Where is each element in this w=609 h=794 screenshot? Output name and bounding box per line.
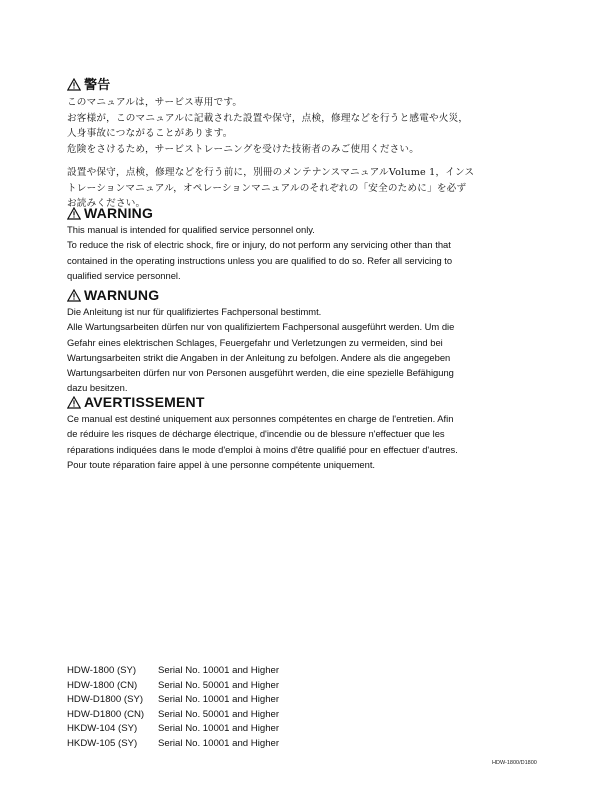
section-warning-en (67, 205, 537, 283)
paragraph-line: Alle Wartungsarbeiten dürfen nur von qualifiziertem Fachpersonal ausgeführt werden. Um die (67, 321, 455, 333)
model-serial-table (67, 664, 279, 752)
table-row (67, 722, 279, 737)
heading-text: 警告 (84, 77, 111, 92)
page-footer-model: HDW-1800/D1800 (492, 760, 537, 766)
table-row (67, 664, 279, 679)
serial-range: Serial No. 10001 and Higher (158, 737, 280, 749)
paragraph-line: Wartungsarbeiten strikt die Angaben in der Anleitung zu befolgen. Andere als die angegeben (67, 351, 451, 363)
section-warnung-de (67, 287, 537, 396)
model-name: HKDW-105 (SY) (67, 737, 138, 749)
heading-text: WARNUNG (84, 287, 160, 303)
model-name: HDW-D1800 (SY) (67, 694, 144, 706)
section-japanese-warning (67, 76, 537, 212)
table-row (67, 693, 279, 708)
paragraph-line: 人身事故につながることがあります。 (67, 128, 233, 139)
section-heading (67, 205, 537, 222)
paragraph-line: Wartungsarbeiten dürfen nur von Personen ausgeführt werden, die eine spezielle Befähigung (67, 367, 454, 379)
serial-range: Serial No. 10001 and Higher (158, 723, 280, 735)
model-name: HKDW-104 (SY) (67, 723, 138, 735)
model-name: HDW-D1800 (CN) (67, 708, 145, 720)
warning-triangle-icon (67, 207, 81, 220)
model-name: HDW-1800 (SY) (67, 665, 137, 676)
paragraph-line: contained in the operating instructions unless you are qualified to do so. Refer all servicing to (67, 254, 453, 266)
warning-triangle-icon (67, 396, 81, 409)
paragraph-line: de réduire les risques de décharge électrique, d'incendie ou de blessure n'effectuer que les (67, 428, 445, 440)
paragraph-line: このマニュアルは，サービス専用です。 (67, 97, 243, 108)
section-heading (67, 394, 537, 411)
paragraph-line: qualified service personnel. (67, 269, 181, 281)
paragraph-line: Die Anleitung ist nur für qualifiziertes Fachpersonal bestimmt. (67, 306, 322, 317)
section-heading (67, 287, 537, 304)
table-row (67, 679, 279, 694)
serial-range: Serial No. 50001 and Higher (158, 708, 280, 720)
paragraph-line: 設置や保守，点検，修理などを行う前に，別冊のメンテナンスマニュアルVolume 1，インス (67, 167, 475, 178)
paragraph-line: 危険をさけるため，サービストレーニングを受けた技術者のみご使用ください。 (67, 143, 419, 155)
paragraph-line: Ce manual est destiné uniquement aux personnes compétentes en charge de l'entretien. Afin (67, 413, 454, 424)
paragraph-line: Pour toute réparation faire appel à une personne compétente uniquement. (67, 458, 376, 470)
paragraph-line: お客様が，このマニュアルに記載された設置や保守，点検，修理などを行うと感電や火災， (67, 112, 469, 124)
heading-text: WARNING (84, 205, 154, 221)
section-heading (67, 76, 537, 93)
paragraph-line: dazu besitzen. (67, 382, 128, 394)
warning-triangle-icon (67, 78, 81, 91)
paragraph-line: réparations indiquées dans le mode d'emploi à moins d'être qualifié pour en effectuer d'autres. (67, 443, 458, 455)
serial-range: Serial No. 10001 and Higher (158, 665, 280, 676)
warning-triangle-icon (67, 289, 81, 302)
paragraph-line: To reduce the risk of electric shock, fire or injury, do not perform any servicing other than that (67, 239, 451, 251)
section-avertissement-fr (67, 394, 537, 472)
serial-range: Serial No. 10001 and Higher (158, 694, 280, 706)
table-row (67, 737, 279, 752)
paragraph-line: Gefahr eines elektrischen Schlages, Feuergefahr und Verletzungen zu vermeiden, sind bei (67, 336, 443, 348)
heading-text: AVERTISSEMENT (84, 394, 205, 410)
paragraph-line: お読みください。 (67, 198, 146, 209)
paragraph-line: トレーションマニュアル，オペレーションマニュアルのそれぞれの「安全のために」を必ず (67, 182, 467, 194)
paragraph-line: This manual is intended for qualified service personnel only. (67, 224, 315, 235)
model-name: HDW-1800 (CN) (67, 679, 138, 691)
serial-range: Serial No. 50001 and Higher (158, 679, 280, 691)
table-row (67, 708, 279, 723)
